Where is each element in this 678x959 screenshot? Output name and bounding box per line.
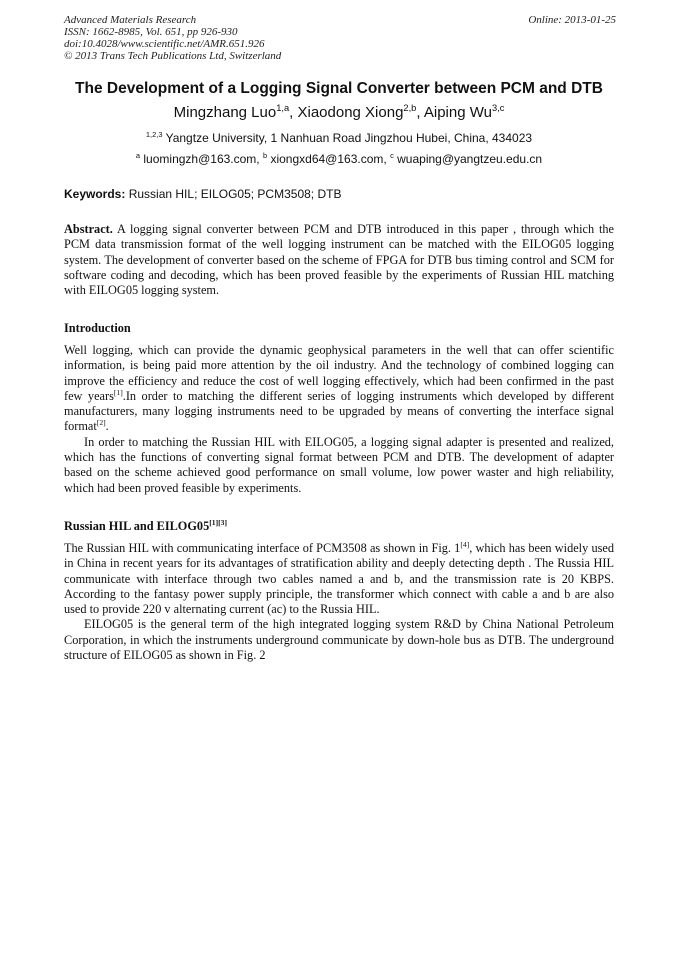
doi-line: doi:10.4028/www.scientific.net/AMR.651.926 [64,38,265,50]
affiliation-text: Yangtze University, 1 Nanhuan Road Jingzhou Hubei, China, 434023 [165,131,533,145]
author-name: Xiaodong Xiong [297,104,404,121]
author-list: Mingzhang Luo$^{1,a}$, Xiaodong Xiong$^{2,b}$, Aiping Wu$^{3,c}$ [173,103,505,121]
email-sup: c [390,151,394,160]
text-run: The Russian HIL with communicating interface of PCM3508 as shown in Fig. 1 [64,541,461,555]
running-header [64,14,616,62]
paragraph: In order to matching the Russian HIL with EILOG05, a logging signal adapter is presented and realized, which has the functions of converting signal format between PCM and DTB. The development of adapter based on the scheme achieved good performance on small volume, low power waster and high reliability, which had been proved feasible by experiments. [64,434,614,495]
text-run: .In order to matching the different series of logging instruments which developed by different manufacturers, many logging instruments need to be upgraded by means of converting the interface signal format [64,388,615,434]
author-sup: 1,a [276,103,290,113]
keywords [64,187,616,201]
section-heading-introduction: Introduction [64,321,131,335]
paper-title: The Development of a Logging Signal Converter between PCM and DTB [75,80,603,97]
abstract-label: Abstract. [64,222,113,236]
abstract-text: A logging signal converter between PCM and DTB introduced in this paper , through which the PCM data transmission format of the well logging instrument can be matched with the EILOG05 logging system. The development of converter based on the scheme of FPGA for DTB bus timing control and SCM for software coding and decoding, which has been proved feasible by the experiments of Russian HIL matching with EILOG05 logging system. [64,222,614,298]
email-link[interactable]: wuaping@yangtzeu.edu.cn [397,152,543,166]
keywords-text: Russian HIL; EILOG05; PCM3508; DTB [128,187,342,201]
copyright-line: © 2013 Trans Tech Publications Ltd, Switzerland [64,50,282,62]
author-sup: 3,c [491,103,505,113]
text-run: , which has been widely used in China in recent years for its advantages of stratification ability and deeply detecting depth . The Russia HIL communicate with interface through two cables named a and b, and the transmission rate is 20 KBPS. According to the fantasy power supply principle, the transformer which connect with cable a and b are also used to provide 220 v alternating current (ac) to the Russia HIL. [64,541,614,617]
author-name: Mingzhang Luo [173,104,277,121]
paragraph [64,541,614,617]
text-run: . [105,419,109,434]
issn-line: ISSN: 1662-8985, Vol. 651, pp 926-930 [64,26,238,38]
email-list [40,152,638,166]
citation[interactable]: [1] [113,387,123,397]
affiliation [40,131,638,145]
abstract [64,222,614,298]
introduction-body [64,343,614,496]
keywords-label: Keywords: [64,187,126,201]
author-name: Aiping Wu [423,104,492,121]
citation[interactable]: [4] [460,539,470,549]
paragraph [64,343,614,435]
heading-text: Russian HIL and EILOG05 [64,519,210,533]
email-sup: b [262,151,268,160]
section2-body [64,541,614,663]
citation[interactable]: [2] [96,418,106,428]
journal-name: Advanced Materials Research [64,14,197,26]
email-sup: a [135,151,141,160]
affiliation-sup: 1,2,3 [145,130,163,139]
email-link[interactable]: xiongxd64@163.com, [270,152,387,166]
section-heading-russian-hil [64,519,227,534]
paragraph: EILOG05 is the general term of the high integrated logging system R&D by China National Petroleum Corporation, in which the instruments underground communicate by down-hole bus as DTB. The underground structure of EILOG05 as shown in Fig. 2 [64,617,614,663]
citation[interactable]: [1][3] [209,517,227,527]
email-link[interactable]: luomingzh@163.com, [143,152,260,166]
online-date: Online: 2013-01-25 [528,14,616,26]
text-run: Well logging, which can provide the dynamic geophysical parameters in the well that can offer scientific information, is being paid more attention by the oil industry. And the technology of combined logging can improve the efficiency and reduce the cost of well logging effectively, which had been confirmed in the past few years [64,343,614,403]
author-sup: 2,b [403,103,417,113]
